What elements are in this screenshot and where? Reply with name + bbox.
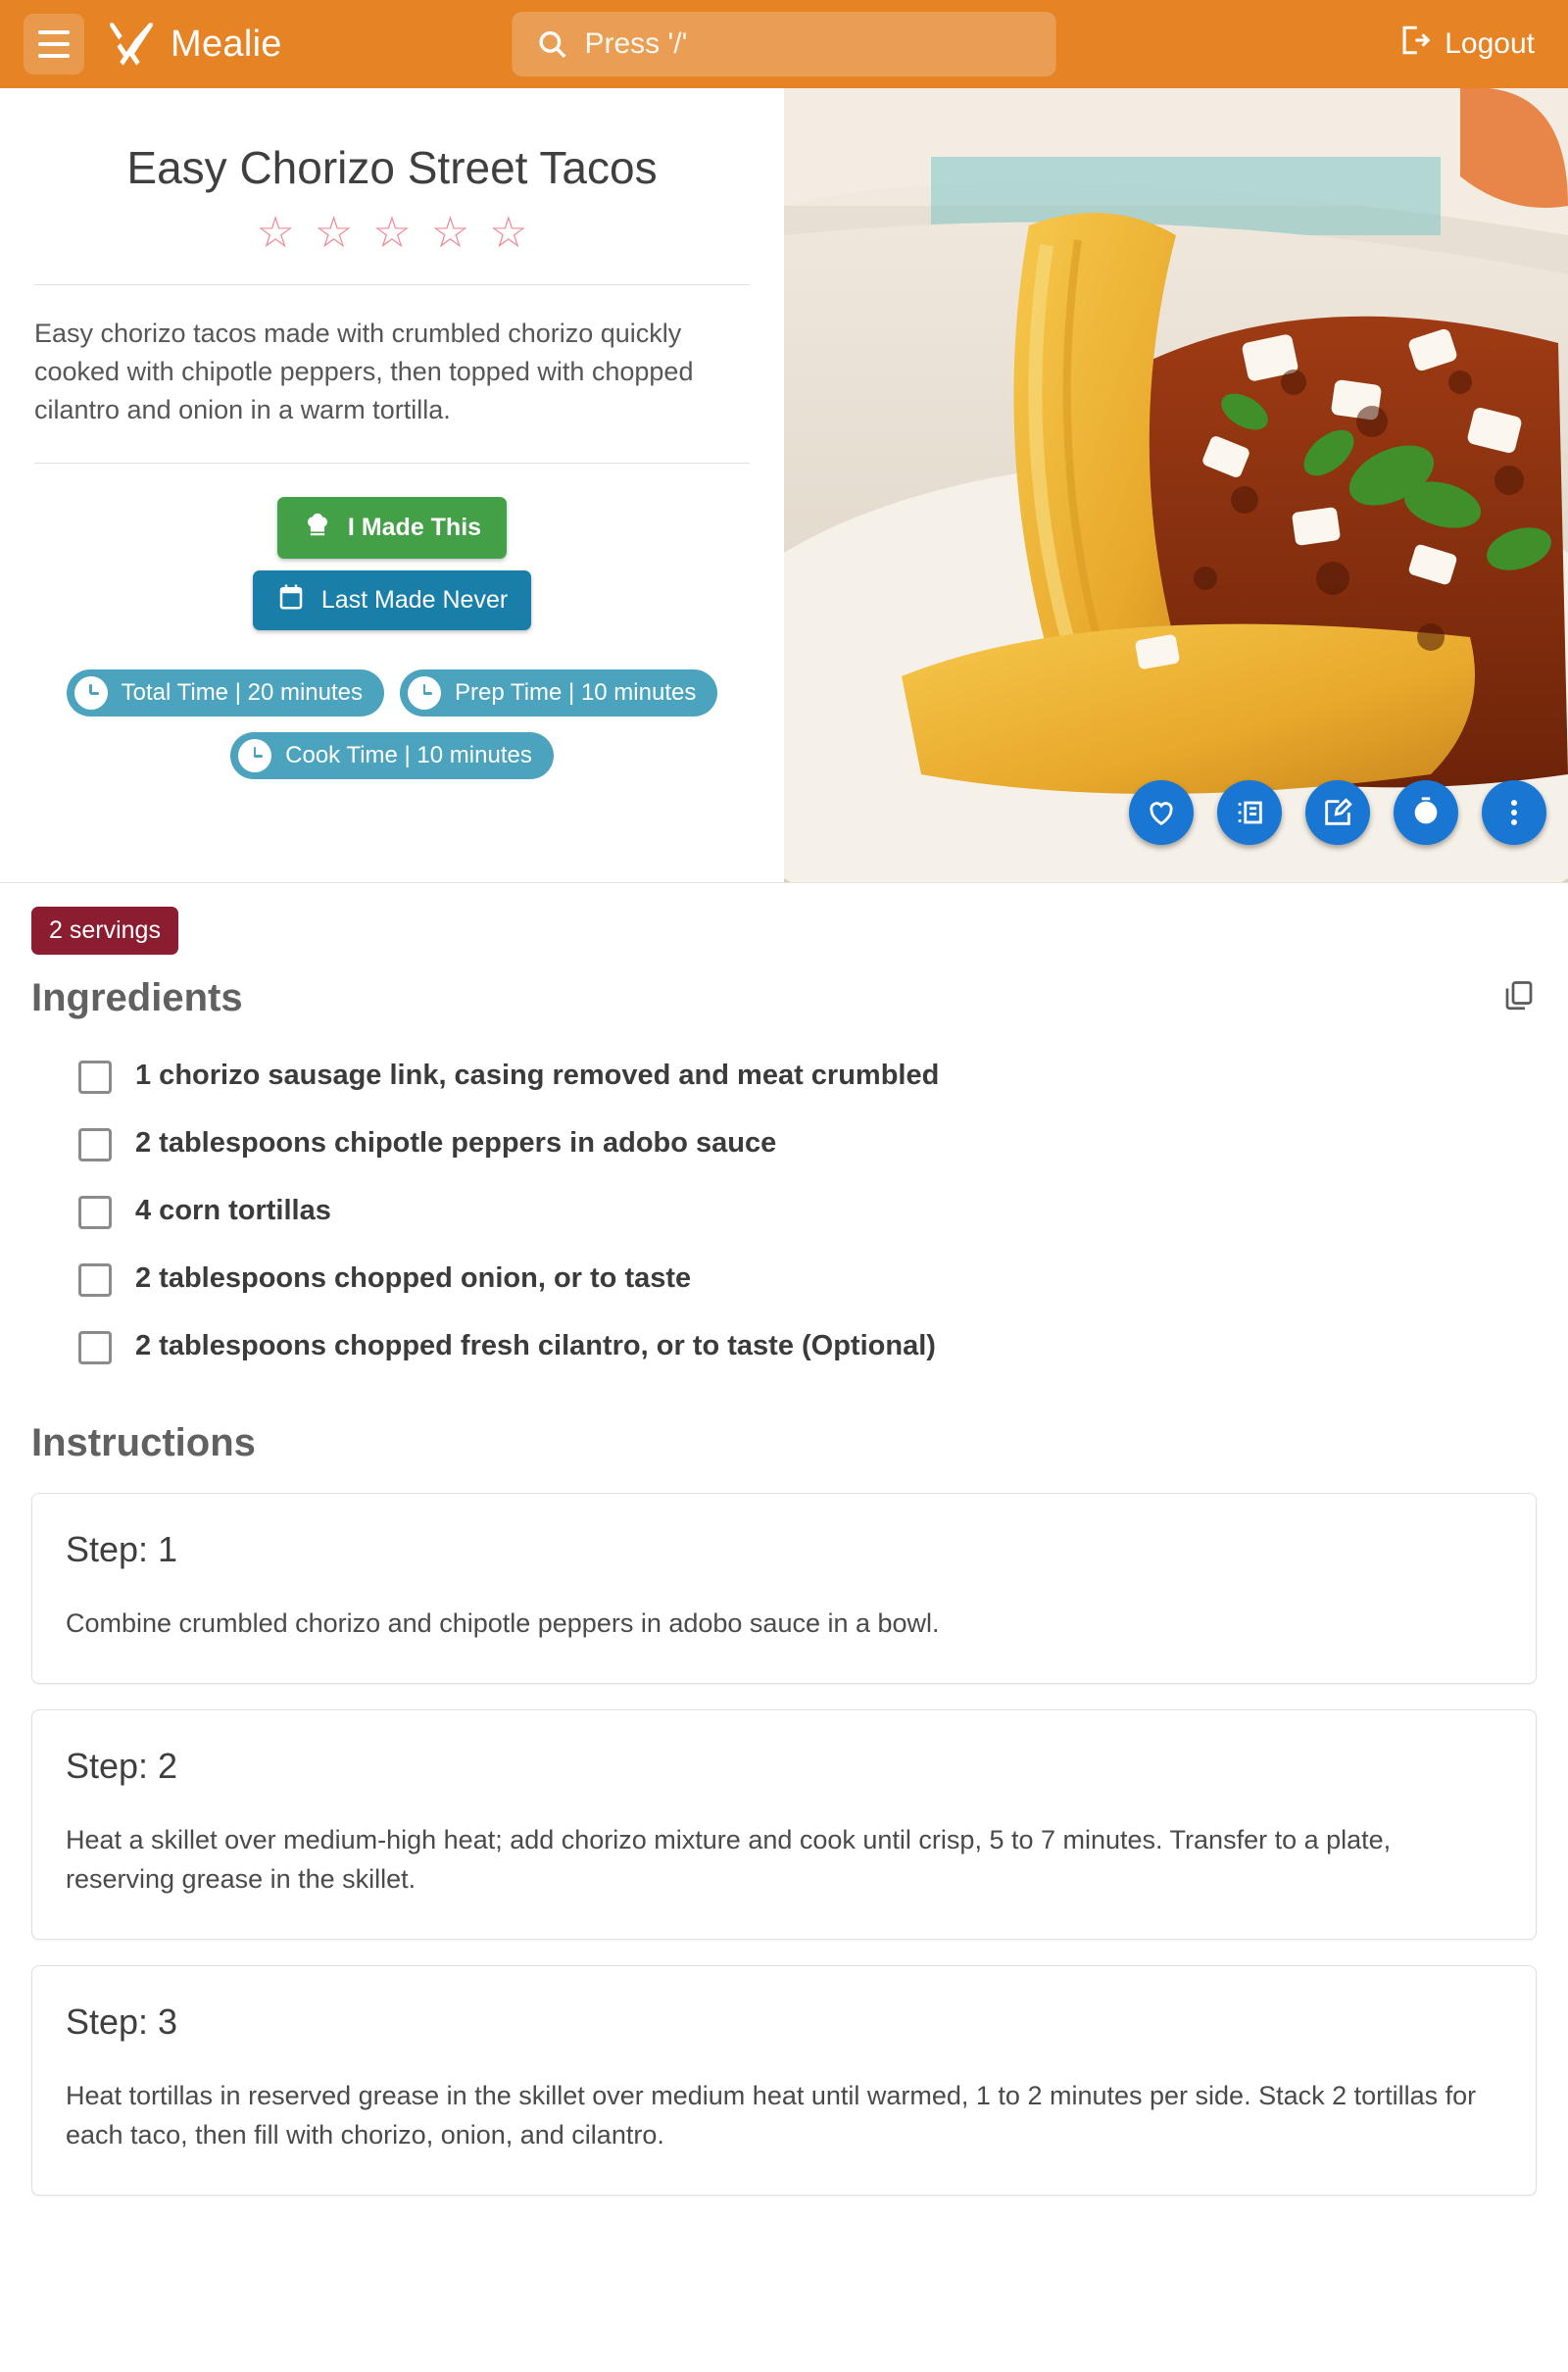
ingredient-label: 2 tablespoons chopped onion, or to taste: [135, 1262, 692, 1294]
list-item[interactable]: [31, 1177, 1537, 1245]
recipe-description: Easy chorizo tacos made with crumbled chorizo quickly cooked with chipotle peppers, then topped with chopped cilantro and onion in a warm tortilla.: [34, 319, 694, 425]
star-1[interactable]: ☆: [256, 209, 295, 257]
ingredient-label: 1 chorizo sausage link, casing removed and meat crumbled: [135, 1060, 940, 1091]
instructions-title: Instructions: [31, 1421, 256, 1464]
chip-total-time: [67, 669, 384, 717]
list-item[interactable]: [31, 1245, 1537, 1312]
divider-top: [34, 284, 750, 285]
star-2[interactable]: ☆: [314, 209, 354, 257]
chip-cook-time: [230, 732, 554, 779]
ingredient-checkbox[interactable]: [78, 1263, 112, 1297]
copy-icon[interactable]: [1501, 978, 1537, 1018]
search-icon: [536, 27, 569, 61]
ingredient-checkbox[interactable]: [78, 1061, 112, 1094]
list-item[interactable]: [31, 1042, 1537, 1110]
logout-icon: [1397, 24, 1431, 65]
ingredients-title: Ingredients: [31, 976, 243, 1019]
ingredients-header: [31, 976, 1537, 1020]
floating-action-buttons: [1129, 780, 1546, 845]
step-text: Heat tortillas in reserved grease in the skillet over medium heat until warmed, 1 to 2 minutes per side. Stack 2 tortillas for each taco, then fill with chorizo, onion, and cilantro.: [66, 2080, 1477, 2150]
fork-knife-logo-icon: [106, 19, 157, 70]
ingredient-label: 4 corn tortillas: [135, 1195, 331, 1226]
star-4[interactable]: ☆: [430, 209, 470, 257]
recipe-summary: [0, 88, 784, 882]
clock-icon: [238, 739, 271, 772]
app-bar: [0, 0, 1568, 88]
step-text: Combine crumbled chorizo and chipotle peppers in adobo sauce in a bowl.: [66, 1608, 940, 1638]
ingredient-checkbox[interactable]: [78, 1331, 112, 1364]
page-title: Easy Chorizo Street Tacos: [126, 142, 658, 193]
recipe-photo: [784, 88, 1568, 882]
star-3[interactable]: ☆: [372, 209, 412, 257]
search-input[interactable]: [513, 12, 1056, 76]
logout-button[interactable]: [1397, 24, 1535, 65]
favorite-button[interactable]: [1129, 780, 1194, 845]
step-title: Step: 2: [66, 1745, 178, 1786]
instruction-steps: [31, 1493, 1537, 2196]
ingredient-label: 2 tablespoons chipotle peppers in adobo sauce: [135, 1127, 777, 1159]
chef-hat-icon: [303, 510, 332, 546]
logout-label: Logout: [1445, 27, 1535, 60]
shopping-list-button[interactable]: [1217, 780, 1282, 845]
step-text: Heat a skillet over medium-high heat; add chorizo mixture and cook until crisp, 5 to 7 minutes. Transfer to a plate, reserving grease in the skillet.: [66, 1824, 1392, 1894]
search-placeholder: Press '/': [584, 27, 688, 60]
recipe-body: [0, 883, 1568, 2196]
chip-prep-time: [400, 669, 717, 717]
timer-button[interactable]: [1394, 780, 1458, 845]
chip-total-time-label: Total Time | 20 minutes: [121, 679, 363, 707]
list-item[interactable]: [31, 1110, 1537, 1177]
divider-bottom: [34, 463, 750, 464]
ingredient-checkbox[interactable]: [78, 1128, 112, 1161]
recipe-image: [784, 88, 1568, 882]
ingredient-checkbox[interactable]: [78, 1196, 112, 1229]
edit-button[interactable]: [1305, 780, 1370, 845]
ingredient-label: 2 tablespoons chopped fresh cilantro, or to taste (Optional): [135, 1330, 936, 1361]
instruction-step[interactable]: [31, 1709, 1537, 1940]
brand-title: Mealie: [171, 23, 282, 65]
instruction-step[interactable]: [31, 1965, 1537, 2196]
i-made-this-button[interactable]: [277, 497, 507, 559]
recipe-hero: [0, 88, 1568, 883]
hamburger-menu-icon[interactable]: [24, 14, 84, 74]
step-title: Step: 3: [66, 2001, 178, 2042]
more-options-button[interactable]: [1482, 780, 1546, 845]
star-5[interactable]: ☆: [489, 209, 528, 257]
calendar-icon: [276, 582, 306, 618]
last-made-button[interactable]: [253, 570, 531, 630]
rating-stars[interactable]: [256, 209, 528, 257]
list-item[interactable]: [31, 1312, 1537, 1380]
step-title: Step: 1: [66, 1529, 178, 1569]
chip-prep-time-label: Prep Time | 10 minutes: [455, 679, 697, 707]
clock-icon: [74, 676, 108, 710]
i-made-this-label: I Made This: [347, 514, 482, 542]
time-chips: [20, 669, 764, 779]
clock-icon: [408, 676, 441, 710]
ingredient-list: [31, 1042, 1537, 1380]
instruction-step[interactable]: [31, 1493, 1537, 1684]
chip-cook-time-label: Cook Time | 10 minutes: [285, 742, 532, 769]
last-made-label: Last Made Never: [320, 586, 509, 615]
servings-badge[interactable]: 2 servings: [31, 907, 178, 955]
